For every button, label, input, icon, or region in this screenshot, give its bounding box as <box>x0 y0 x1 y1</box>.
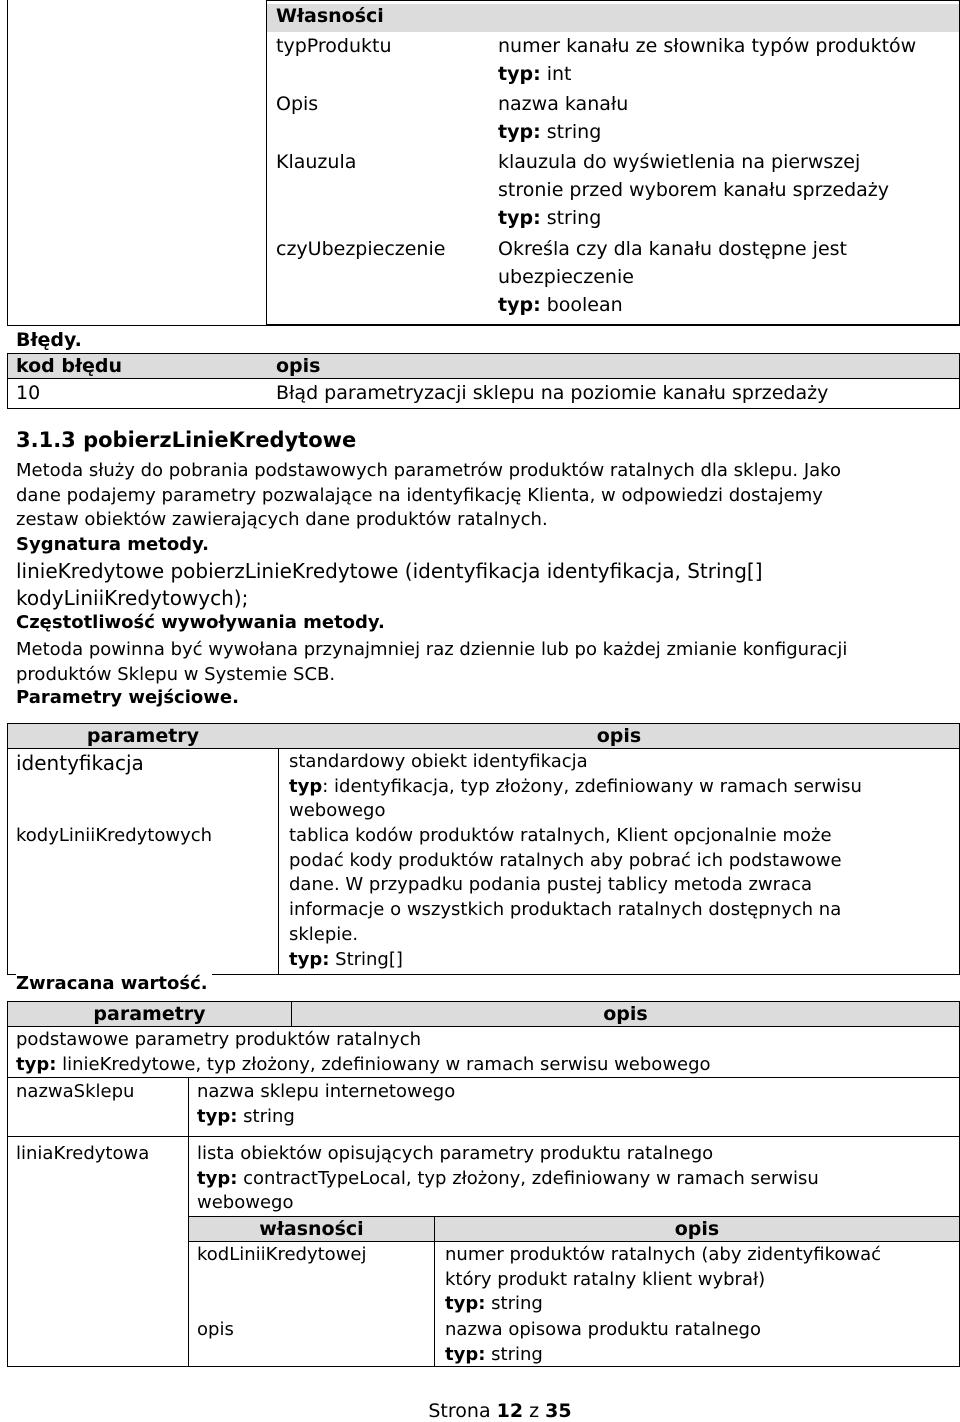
return-field-desc: nazwa sklepu internetowego typ: string <box>197 1081 456 1127</box>
page-total: 35 <box>545 1400 572 1422</box>
nested-prop-name: opis <box>197 1319 234 1340</box>
prop-desc: ubezpieczenie <box>498 266 634 288</box>
param-name: kodyLiniiKredytowych <box>16 825 213 846</box>
return-summary: podstawowe parametry produktów ratalnych typ: linieKredytowe, typ złożony, zdefiniowany w ramach serwisu webowego <box>16 1029 711 1075</box>
errors-col-code: kod błędu <box>16 355 123 377</box>
return-field-name: nazwaSklepu <box>16 1081 135 1102</box>
nested-prop-desc: numer produktów ratalnych (aby zidentyfikować który produkt ratalny klient wybrał) typ: string <box>445 1244 882 1315</box>
return-field-desc: lista obiektów opisujących parametry produktu ratalnego typ: contractTypeLocal, typ złożony, zdefiniowany w ramach serwisu webowego <box>197 1143 819 1214</box>
input-col-desc: opis <box>596 725 642 747</box>
page-footer: Strona 12 z 35 <box>428 1400 572 1422</box>
nested-col-desc: opis <box>674 1218 720 1240</box>
return-col-desc: opis <box>603 1003 648 1025</box>
prop-name: typProduktu <box>276 35 392 57</box>
prop-desc: numer kanału ze słownika typów produktów <box>498 35 917 57</box>
error-code: 10 <box>16 382 41 404</box>
properties-header: Własności <box>276 5 384 27</box>
signature-title: Sygnatura metody. <box>16 534 209 555</box>
prop-type: typ: string <box>498 121 602 143</box>
input-col-param: parametry <box>86 725 200 747</box>
errors-title: Błędy. <box>16 329 82 351</box>
param-desc: standardowy obiekt identyfikacja typ: identyfikacja, typ złożony, zdefiniowany w ramach serwisu webowego <box>289 751 862 822</box>
nested-col-props: własności <box>259 1218 364 1240</box>
param-desc: tablica kodów produktów ratalnych, Klient opcjonalnie może podać kody produktów ratalnych aby pobrać ich podstawowe dane. W przypadku podania pustej tablicy metoda zwraca informacje o wszystkich produktach ratalnych dostępnych na sklepie. typ: String[] <box>289 825 842 970</box>
section-heading: 3.1.3 pobierzLinieKredytowe <box>16 428 357 452</box>
prop-type: typ: int <box>498 63 572 85</box>
error-desc: Błąd parametryzacji sklepu na poziomie kanału sprzedaży <box>276 382 829 404</box>
errors-col-desc: opis <box>276 355 321 377</box>
input-params-title: Parametry wejściowe. <box>16 687 239 708</box>
prop-desc: Określa czy dla kanału dostępne jest <box>498 238 847 260</box>
return-field-name: liniaKredytowa <box>16 1143 150 1164</box>
page-number: 12 <box>496 1400 524 1422</box>
prop-name: czyUbezpieczenie <box>276 238 446 260</box>
prop-desc: stronie przed wyborem kanału sprzedaży <box>498 179 889 201</box>
method-signature: linieKredytowe pobierzLinieKredytowe (identyfikacja identyfikacja, String[] kodyLiniiKredytowych); <box>16 559 763 610</box>
prop-desc: klauzula do wyświetlenia na pierwszej <box>498 151 861 173</box>
return-title: Zwracana wartość. <box>16 973 212 994</box>
prop-type: typ: string <box>498 207 602 229</box>
prop-desc: nazwa kanału <box>498 93 629 115</box>
frequency-title: Częstotliwość wywoływania metody. <box>16 612 385 633</box>
return-col-param: parametry <box>93 1003 206 1025</box>
nested-prop-desc: nazwa opisowa produktu ratalnego typ: string <box>445 1319 761 1365</box>
frequency-text: Metoda powinna być wywołana przynajmniej raz dziennie lub po każdej zmianie konfiguracji produktów Sklepu w Systemie SCB. <box>16 639 848 685</box>
prop-type: typ: boolean <box>498 294 623 316</box>
prop-name: Opis <box>276 93 319 115</box>
param-name: identyfikacja <box>16 751 144 775</box>
nested-prop-name: kodLiniiKredytowej <box>197 1244 367 1265</box>
section-description: Metoda służy do pobrania podstawowych parametrów produktów ratalnych dla sklepu. Jako dane podajemy parametry pozwalające na identyfikację Klienta, w odpowiedzi dostajemy zestaw obiektów zawierających dane produktów ratalnych. <box>16 460 841 530</box>
prop-name: Klauzula <box>276 151 357 173</box>
